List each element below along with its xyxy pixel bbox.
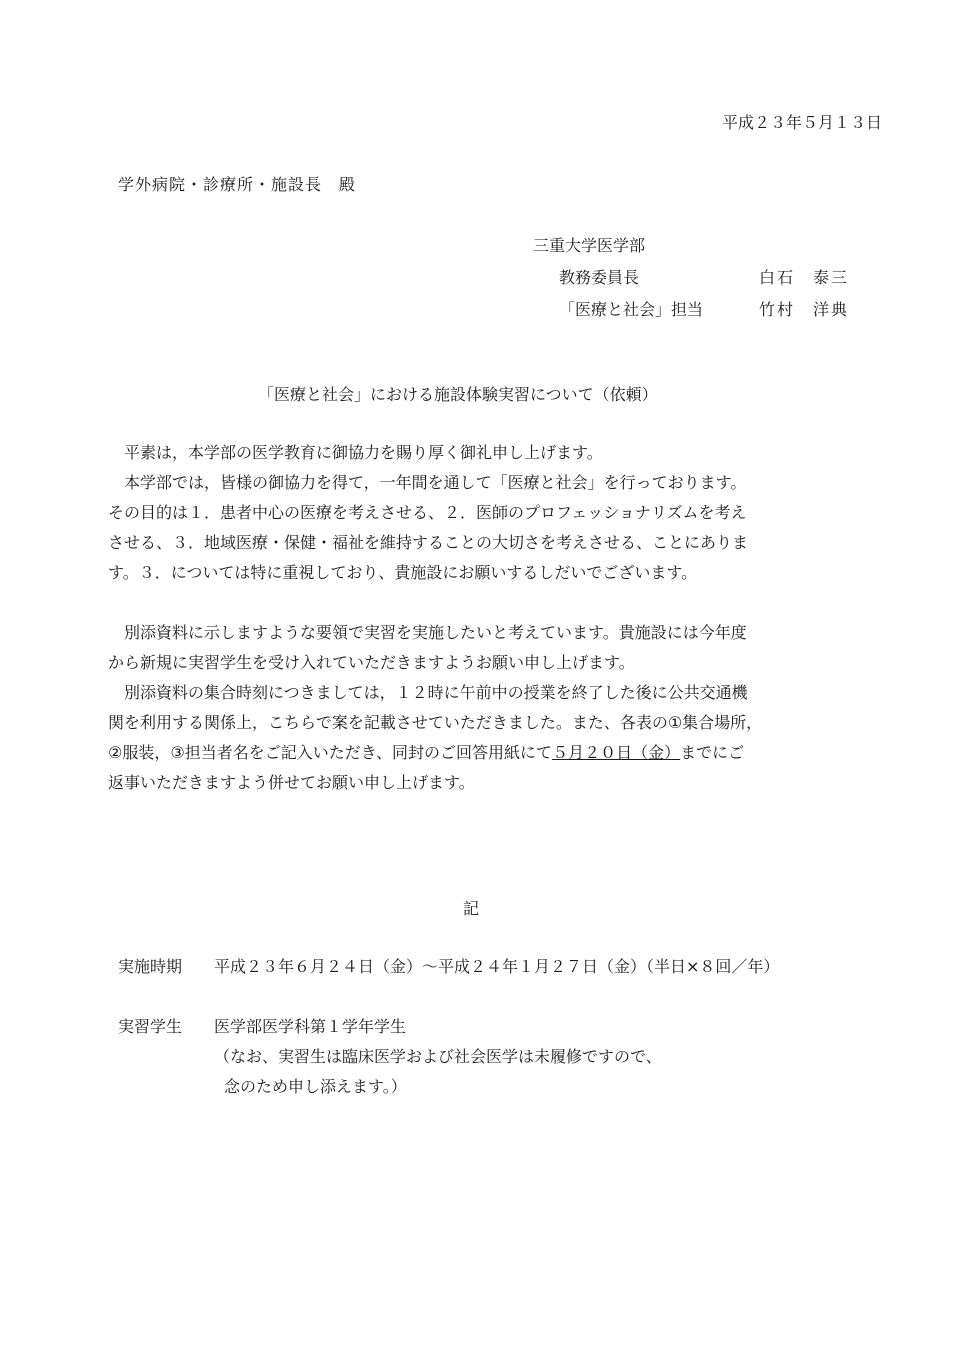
sender-name: 竹村 洋典	[759, 300, 850, 319]
ki-heading: 記	[463, 899, 480, 918]
detail-students	[118, 1012, 662, 1102]
body-line: 平素は，本学部の医学教育に御協力を賜り厚く御礼申し上げます。	[108, 443, 603, 462]
sender-role: 「医療と社会」担当	[559, 300, 704, 319]
deadline-prefix: ②服装，③担当者名をご記入いただき、同封のご回答用紙にて	[108, 743, 553, 762]
period-label: 実施時期	[118, 957, 183, 976]
body-line-deadline	[108, 738, 874, 768]
document-subject: 「医療と社会」における施設体験実習について（依頼）	[258, 385, 658, 404]
addressee: 学外病院・診療所・施設長 殿	[118, 175, 357, 194]
body-line: 別添資料の集合時刻につきましては，１２時に午前中の授業を終了した後に公共交通機	[108, 683, 748, 702]
students-label: 実習学生	[118, 1017, 183, 1036]
body-line: す。３．については特に重視しており、貴施設にお願いするしだいでございます。	[108, 563, 698, 582]
body-line: 関を利用する関係上，こちらで案を記載させていただきました。また、各表の①集合場所，	[108, 713, 763, 732]
sender-organization: 三重大学医学部	[533, 236, 646, 255]
detail-period	[118, 952, 779, 982]
body-line: させる、３．地域医療・保健・福祉を維持することの大切さを考えさせる、ことにありま	[108, 533, 749, 552]
sender-name: 白石 泰三	[759, 268, 850, 287]
students-value: 医学部医学科第１学年学生	[214, 1017, 407, 1036]
body-line: から新規に実習学生を受け入れていただきますようお願い申し上げます。	[108, 653, 635, 672]
document-date: 平成２３年５月１３日	[721, 113, 882, 132]
deadline-suffix: までにご	[680, 743, 745, 762]
students-note-line-1: （なお、実習生は臨床医学および社会医学は未履修ですので、	[214, 1047, 662, 1066]
body-line: 返事いただきますよう併せてお願い申し上げます。	[108, 773, 475, 792]
sender-row	[533, 262, 849, 294]
body-paragraph-2	[108, 618, 874, 798]
body-line: その目的は１．患者中心の医療を考えさせる、２．医師のプロフェッショナリズムを考え	[108, 503, 747, 522]
body-line: 別添資料に示しますような要領で実習を実施したいと考えています。貴施設には今年度	[108, 623, 747, 642]
sender-role: 教務委員長	[559, 268, 640, 287]
period-value: 平成２３年６月２４日（金）～平成２４年１月２７日（金）（半日×８回／年）	[214, 957, 780, 976]
sender-row	[533, 294, 849, 326]
body-paragraph-1	[108, 438, 874, 588]
sender-block	[533, 230, 849, 326]
reply-deadline: ５月２０日（金）	[552, 743, 681, 762]
body-line: 本学部では，皆様の御協力を得て，一年間を通して「医療と社会」を行っております。	[108, 473, 747, 492]
students-note-line-2: 念のため申し添えます。）	[224, 1077, 407, 1096]
